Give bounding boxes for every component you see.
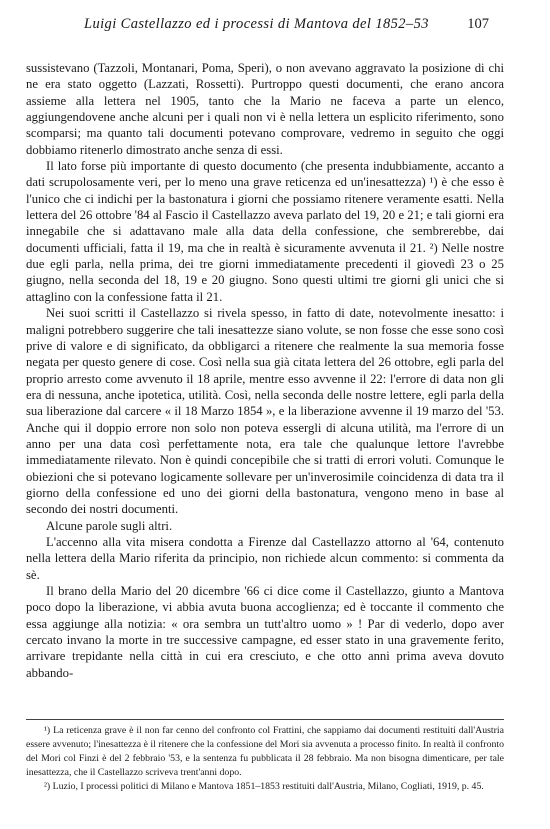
paragraph-6: Il brano della Mario del 20 dicembre '66 ci dice come il Castellazzo, giunto a Mantova poco dopo la liberazione, vi abbia avuta buona accoglienza; ed è toccante il commento che essa aggiunge alla notizia: « ora sembra un tutt'altro uomo » ! Par di vederlo, dopo aver cercato invano la morte in tre successive campagne, ed esser stato in una gravemente ferito, arrivare trepidante nella città in cui era cresciuto, e che otto anni prima aveva dovuto abbando- — [26, 584, 504, 680]
paragraph-1: sussistevano (Tazzoli, Montanari, Poma, Speri), o non avevano aggravato la posizione di chi ne era stato oggetto (Lazzati, Rossetti). Purtroppo questi documenti, che erano ancora assieme alla lettera nel 1905, tanto che la Mario ne faceva a parte un elenco, aggiungendovene anche alcuni per i quali non vi è nella lettera un esplicito riferimento, sono scomparsi; ma quanto tali documenti potevano comprovare, vedremo in seguito che oggi dobbiamo ritenerlo dimostrato anche senza di essi. — [26, 61, 504, 157]
footnote-divider — [26, 719, 504, 720]
paragraph-2: Il lato forse più importante di questo documento (che presenta indubbiamente, accanto a dati scrupolosamente veri, per lo meno una grave reticenza ed un'inesattezza) ¹) è che esso è l'unico che ci indichi per la bastonatura i giorni che possiamo ritenere veramente esatti. Nella lettera del 26 ottobre '84 al Fascio il Castellazzo aveva parlato del 19, 20 e 21; e tali giorni era innegabile che si adattavano male alla data della confessione, che sembrerebbe, dai documenti ufficiali, fatta il 19, ma che in realtà è sicuramente avvenuta il 21. ²) Nelle nostre due egli parla, nella prima, dei tre giorni immediatamente precedenti il giovedì 23 o 25 giugno, nella seconda del 18, 19 e 20 giugno. Sono questi ultimi tre giorni gli unici che si attaglino con la confessione fatta il 21. — [26, 159, 504, 304]
footnotes — [26, 724, 504, 794]
paragraph-5: L'accenno alla vita misera condotta a Firenze dal Castellazzo attorno al '64, contenuto nella lettera della Mario riferita da principio, non richiede alcun commento: si commenta da sè. — [26, 534, 504, 582]
paragraph-3: Nei suoi scritti il Castellazzo si rivela spesso, in fatto di date, notevolmente inesatto: i maligni potrebbero suggerire che tali inesattezze siano volute, se non fosse che esse sono così prive di valore e di significato, da obbligarci a ritenere che realmente la sua memoria fosse negata per questo genere di cose. Così nella sua già citata lettera del 26 ottobre, egli parla del proprio arresto come avvenuto il 18 aprile, mentre esso avvenne il 22: l'errore di data non gli era di nessuna, anche ipotetica, utilità. Così, nella seconda delle nostre lettere, egli parla della sua liberazione dal carcere « il 18 Marzo 1854 », e la liberazione avvenne il 19 marzo del '53. Anche qui il doppio errore non solo non poteva essergli di alcuna utilità, ma l'errore di un anno per una data così perfettamente nota, era tale che qualunque lettore l'avrebbe immediatamente rilevato. Non è quindi concepibile che si tratti di errori voluti. Comunque le obiezioni che si potevano logicamente sollevare per un'inverosimile coincidenza di data tra il giorno della confessione ed uno dei giorni della bastonatura, vengono meno in base al secondo dei nostri documenti. — [26, 306, 504, 517]
running-title: Luigi Castellazzo ed i processi di Mantova del 1852–53 — [84, 16, 429, 32]
footnote-2: ²) Luzio, I processi politici di Milano e Mantova 1851–1853 restituiti dall'Austria, Milano, Cogliati, 1919, p. 45. — [44, 780, 484, 792]
page-number: 107 — [467, 16, 489, 32]
paragraph-4: Alcune parole sugli altri. — [46, 518, 173, 533]
running-head — [84, 16, 489, 36]
footnote-1: ¹) La reticenza grave è il non far cenno del confronto col Frattini, che sappiamo dai documenti restituiti dall'Austria essere avvenuto; l'inesattezza è il ritenere che la confessione del Mori sia avvenuta a processo finito. In realtà il confronto del Mori col Finzi è del 2 febbraio '53, e la sentenza fu pubblicata il 28 febbraio. Ma non bisogna dimenticare, per tale inesattezza, che il Castellazzo scriveva trent'anni dopo. — [26, 725, 504, 778]
body-text — [26, 60, 504, 681]
